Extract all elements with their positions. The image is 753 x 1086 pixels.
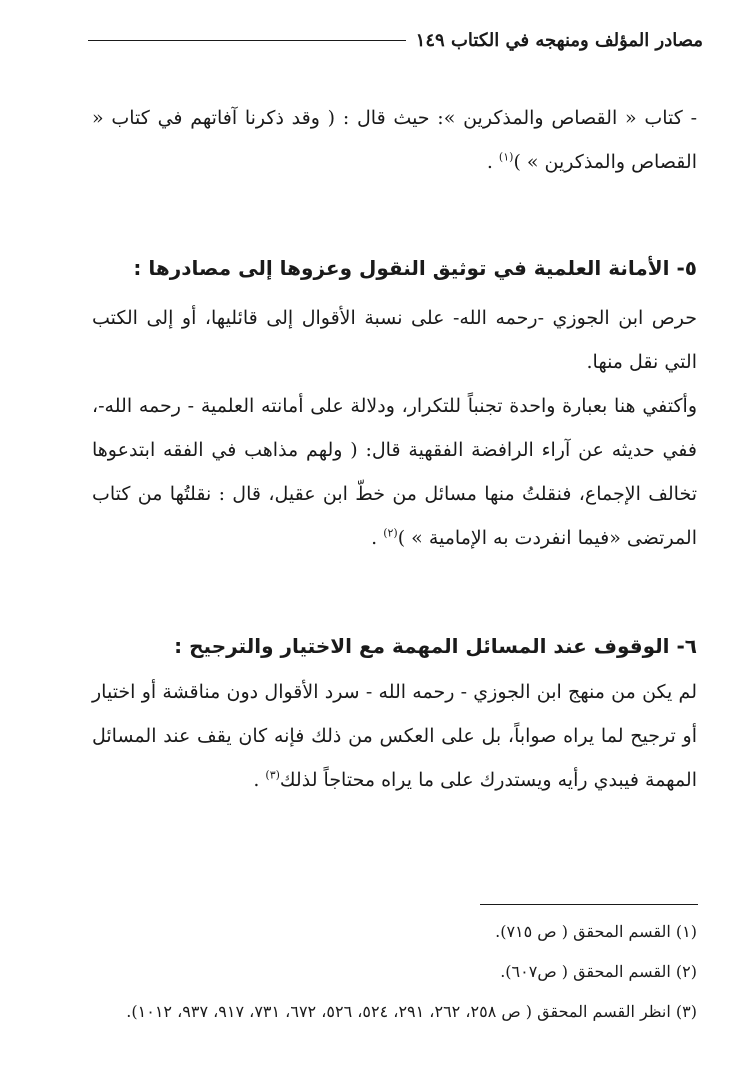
footnote-ref-3: (٣)	[265, 768, 280, 782]
footnote-ref-1: (١)	[498, 150, 514, 164]
paragraph-4-text: لم يكن من منهج ابن الجوزي - رحمه الله - سرد الأقوال دون مناقشة أو اختيار أو ترجيح لما يراه صواباً، بل على العكس من ذلك فإنه كان يقف عند المسائل المهمة فيبدي رأيه ويستدرك على ما يراه محتاجاً لذلك	[92, 681, 697, 791]
header-rule	[88, 40, 406, 41]
paragraph-1	[92, 96, 697, 184]
footnote-separator	[480, 904, 698, 905]
paragraph-3-end: .	[371, 527, 384, 549]
paragraph-1-text: - كتاب « القصاص والمذكرين »: حيث قال : ( وقد ذكرنا آفاتهم في كتاب « القصاص والمذكرين » )	[92, 107, 697, 173]
paragraph-3	[92, 384, 697, 560]
paragraph-2: حرص ابن الجوزي -رحمه الله- على نسبة الأقوال إلى قائليها، أو إلى الكتب التي نقل منها.	[92, 307, 697, 373]
section-heading-6: ٦- الوقوف عند المسائل المهمة مع الاختيار والترجيح :	[174, 634, 697, 658]
running-header	[88, 22, 703, 58]
footnote-2: (٢) القسم المحقق ( ص٦٠٧).	[500, 962, 697, 981]
header-title: مصادر المؤلف ومنهجه في الكتاب ١٤٩	[415, 29, 703, 51]
paragraph-3-text: وأكتفي هنا بعبارة واحدة تجنباً للتكرار، ودلالة على أمانته العلمية - رحمه الله-، ففي حديثه عن آراء الرافضة الفقهية قال: ( ولهم مذاهب في الفقه ابتدعوها تخالف الإجماع، فنقلتُ منها مسائل من خطّ ابن عقيل، قال : نقلتُها من كتاب المرتضى «فيما انفردت به الإمامية » )	[92, 395, 697, 549]
footnote-1: (١) القسم المحقق ( ص ٧١٥).	[495, 922, 697, 941]
footnote-3: (٣) انظر القسم المحقق ( ص ٢٥٨، ٢٦٢، ٢٩١، ٥٢٤، ٥٢٦، ٦٧٢، ٧٣١، ٩١٧، ٩٣٧، ١٠١٢).	[126, 1002, 697, 1021]
paragraph-1-end: .	[486, 151, 499, 173]
section-heading-5: ٥- الأمانة العلمية في توثيق النقول وعزوها إلى مصادرها :	[133, 256, 697, 280]
footnote-ref-2: (٢)	[383, 526, 398, 540]
paragraph-4-end: .	[253, 769, 266, 791]
paragraph-4	[92, 670, 697, 802]
